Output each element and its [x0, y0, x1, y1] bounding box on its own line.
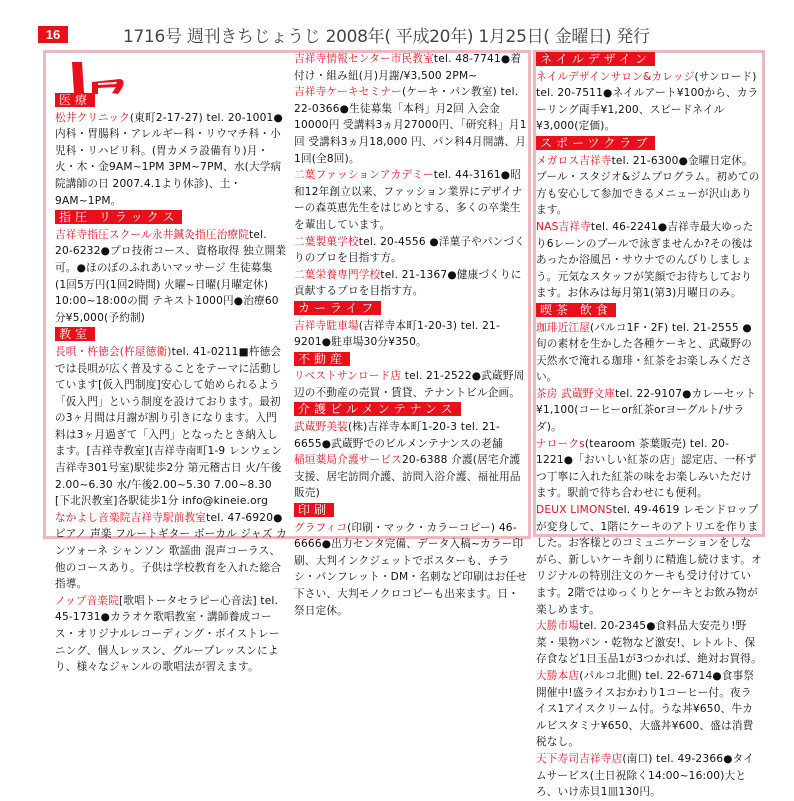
listing-body: (南口) tel. 49-2366●タイムサービス(土日祝除く14:00~16:00)大とろ、いけ赤貝1皿130円。	[536, 752, 755, 799]
listing-name: 茶房 武蔵野文庫	[536, 387, 616, 400]
listing-body: tel. 41-0211■杵徳会では長唄が広く普及することをテーマに活動しています[仮入門制度]安心して始められるよう「仮入門」という制度を設けております。最初の3ヶ月間は月謝が割り引きになります。入門料は3ヶ月過ぎて「入門」となったとき納入します。[吉祥寺教室](吉祥寺南町1-9 レンウェン吉祥寺301号室)駅徒歩2分 第元稽古日 火/午後2.00~6.30 水/午後2.00~5.30 7.00~8.30 [下北沢教室]各駅徒歩1分 info@kineie.org	[55, 345, 283, 508]
column-1	[55, 92, 287, 676]
column-3	[536, 51, 762, 801]
listing-entry	[294, 267, 528, 300]
listing-body: tel. 21-1367●健康づくりに貢献するプロを目指す方。	[294, 268, 522, 298]
listing-entry	[294, 452, 528, 502]
listing-entry	[294, 368, 528, 401]
section-header: カーライフ	[294, 301, 381, 315]
listing-body: tel. 21-6300●金曜日定休。プール・スタジオ&ジムプログラム。初めての方も安心して参加できるメニューが沢山あります。	[536, 154, 760, 217]
listing-body: (パルコ1F・2F) tel. 21-2555 ●旬の素材を生かした各種ケーキと、武蔵野の天然水で淹れる珈琲・紅茶をお楽しみください。	[536, 321, 752, 384]
listing-body: 20-6388 介護(居宅介護支援、居宅訪問介護、訪問入浴介護、福祉用品販売)	[294, 454, 521, 500]
listing-entry	[536, 751, 762, 801]
listing-entry	[536, 320, 762, 386]
listing-entry	[294, 419, 528, 452]
listing-entry	[55, 227, 287, 327]
section-header: 喫茶 飲食	[536, 303, 616, 317]
listing-body: (パルコ北側) tel. 22-6714●食事祭開催中!盛ライスおかわり1コーヒー付。夜ライス1アイスクリーム付。うな丼¥650、牛カルビスタミナ¥650、大盛丼¥600、盛は消費税なし。	[536, 669, 755, 749]
listing-entry	[294, 318, 528, 351]
listing-name: 大勝市場	[536, 620, 580, 633]
listing-body: [歌唱トータセラピー心音法] tel. 45-1731●カラオケ歌唱教室・講師養成コース・オリジナルレコーディング・ボイストレーニング、個人レッスン、グループレッスンにより、様々なジャンルの歌唱法が習えます。	[55, 594, 280, 674]
listing-name: NAS吉祥寺	[536, 220, 591, 233]
section-header: 介護ビルメンテナンス	[294, 402, 461, 416]
listing-body: tel. 21-2522●武蔵野周辺の不動産の売買・賃貸、テナントビル企画。	[294, 370, 525, 399]
listing-name: 天下寿司吉祥寺店	[536, 752, 623, 765]
page-number: 16	[38, 26, 68, 43]
listing-name: 二葉栄養専門学校	[294, 268, 381, 281]
listing-name: 吉祥寺情報センター市民教室	[294, 53, 434, 65]
month-logo	[62, 60, 142, 96]
section-header: スポーツクラブ	[536, 136, 655, 150]
listing-entry	[536, 153, 762, 219]
listing-name: 武蔵野美装	[294, 421, 348, 434]
listing-body: tel. 49-4619 レモンドロップが変身して、1階にケーキのアトリエを作りました。お客様とのコミュニケーションをしながら、新しいケーキ創りに精進し続けます。オリジナルの特別注文のケーキも受け付けています。2階ではゆっくりとケーキとお飲み物が楽しめます。	[536, 504, 762, 616]
listing-name: 吉祥寺ケーキセミナー	[294, 86, 402, 99]
section-header: 不動産	[294, 352, 350, 366]
listing-name: 大勝本店	[536, 669, 580, 682]
listing-name: ネイルデザインサロン&カレッジ	[536, 70, 695, 83]
listing-entry	[294, 51, 528, 84]
listing-entry	[294, 520, 528, 620]
listing-entry	[536, 668, 762, 751]
section-header: 指圧 リラックス	[55, 210, 182, 224]
listing-body: tel. 20-4556 ●洋菓子やパンづくりのプロを目指す方。	[294, 235, 526, 265]
listing-entry	[536, 219, 762, 302]
listing-entry	[55, 344, 287, 510]
section-header: 教室	[55, 327, 95, 341]
listing-body: tel. 20-6232●プロ技術コース、資格取得 独立開業可。●ほのぼのふれあいマッサージ 生徒募集 (1回5万円(1回2時間) 火曜~日曜(月曜定休) 10:00~18:00の間 テキスト1000円●治療60分¥5,000(予約制)	[55, 228, 287, 324]
listing-name: メガロス吉祥寺	[536, 154, 612, 167]
listing-name: グラフィコ	[294, 521, 348, 534]
listing-name: 稲垣薬局介護サービス	[294, 454, 402, 467]
listing-name: 松井クリニック	[55, 111, 130, 124]
listing-entry	[536, 69, 762, 135]
listing-body: (ケーキ・パン教室) tel. 22-0366●生徒募集「本科」月2回 入会金10000円 受講料3ヵ月27000円、「研究科」月1回 受講料3ヵ月18,000 円、パン科4月開講、月1回(全8回)。	[294, 86, 527, 165]
column-2	[294, 51, 528, 619]
listing-body: tel. 22-9107●カレーセット¥1,100(コーヒーor紅茶orヨーグルト/サラダ)。	[536, 387, 757, 434]
listing-name: ノップ音楽院	[55, 594, 120, 607]
listing-entry	[55, 110, 287, 210]
issue-title: 1716号 週刊きちじょうじ 2008年( 平成20年) 1月25日( 金曜日) 発行	[123, 27, 650, 47]
listing-entry	[536, 502, 762, 618]
listing-name: DEUX LIMONS	[536, 504, 613, 517]
listing-entry	[536, 618, 762, 668]
section-header: 印刷	[294, 503, 334, 517]
listing-name: 吉祥寺指圧スクール永井鍼灸指圧治療院	[55, 228, 250, 241]
listing-body: (東町2-17-27) tel. 20-1001●内科・胃腸科・アレルギー科・リウマチ科・小児科・リハビリ科。(胃カメラ設備有り)月・火・木・金9AM~1PM 3PM~7PM、水(大学病院講師の日 2007.4.1より休診)、土・9AM~1PM。	[55, 111, 283, 207]
listing-body: tel. 20-2345●食料品大安売り!野菜・果物パン・乾物など激安!、レトルト、保存食など1日玉品1が3つかれば、絶対お買得。	[536, 620, 762, 666]
listing-body: (tearoom 茶葉販売) tel. 20-1221●「おいしい紅茶の店」認定店、一杯ずつ丁寧に入れた紅茶の味をお楽しみいただけます。駅前で待ち合わせにも便利。	[536, 437, 757, 500]
listing-entry	[55, 593, 287, 676]
listing-entry	[294, 84, 528, 167]
listing-entry	[294, 234, 528, 267]
section-header: 医療	[55, 93, 95, 107]
listing-name: 珈琲近江屋	[536, 321, 590, 334]
listing-name: リベストサンロード店	[294, 370, 402, 383]
section-header: ネイルデザイン	[536, 52, 655, 66]
listing-body: tel. 44-3161●昭和12年創立以来、ファッション業界にデザイナーの森英恵先生をはじめとする、多くの卒業生を輩出しています。	[294, 169, 523, 231]
listing-body: (印刷・マック・カラーコピー) 46-6666●出力センタ完備、データ入稿~カラー印刷、大判インクジェットでポスターも、チラシ・パンフレット・DM・名刺など印刷はお任せ下さい、大判モノクロコピーも出来ます。日・祭日定休。	[294, 521, 528, 617]
listing-name: 二葉製菓学校	[294, 235, 359, 248]
listing-body: (サンロード) tel. 20-7511●ネイルアート¥100から、カラーリング両手¥1,200、スピードネイル¥3,000(定価)。	[536, 70, 759, 133]
listing-entry	[294, 167, 528, 233]
listing-name: 長唄・杵徳会(杵屋徳衛)	[55, 345, 172, 358]
listing-entry	[55, 510, 287, 593]
listing-name: 二葉ファッションアカデミー	[294, 169, 434, 182]
listing-body: tel. 48-7741●着付け・組み紐(月)月謝/¥3,500 2PM~	[294, 53, 522, 82]
listing-body: (株)吉祥寺本町1-20-3 tel. 21-6655●武蔵野でのビルメンテナンスの老舗	[294, 421, 503, 450]
listing-body: tel. 46-2241●吉祥寺最大ゆったり6レーンのプールで泳ぎませんか?その後はあったか浴風呂・サウナでのんびりしましょう。元気なスタッフが笑顔でお待ちしております。お休みは毎月第1(第3)月曜日のみ。	[536, 220, 754, 300]
listing-body: tel. 47-6920●ピアノ 声楽 フルートギター ボーカル ジャズ カンツォーネ シャンソン 歌謡曲 混声コーラス、他のコースあり。子供は学校教育を入れた総合指導。	[55, 511, 287, 591]
logo-digit-1	[72, 62, 84, 93]
listing-body: (吉祥寺本町1-20-3) tel. 21-9201●駐車場30分¥350。	[294, 319, 501, 349]
listing-entry	[536, 386, 762, 436]
listing-name: ナロークs	[536, 437, 585, 450]
listing-entry	[536, 436, 762, 502]
listing-name: なかよし音楽院吉祥寺駅前教室	[55, 511, 207, 524]
listing-name: 吉祥寺駐車場	[294, 319, 359, 332]
